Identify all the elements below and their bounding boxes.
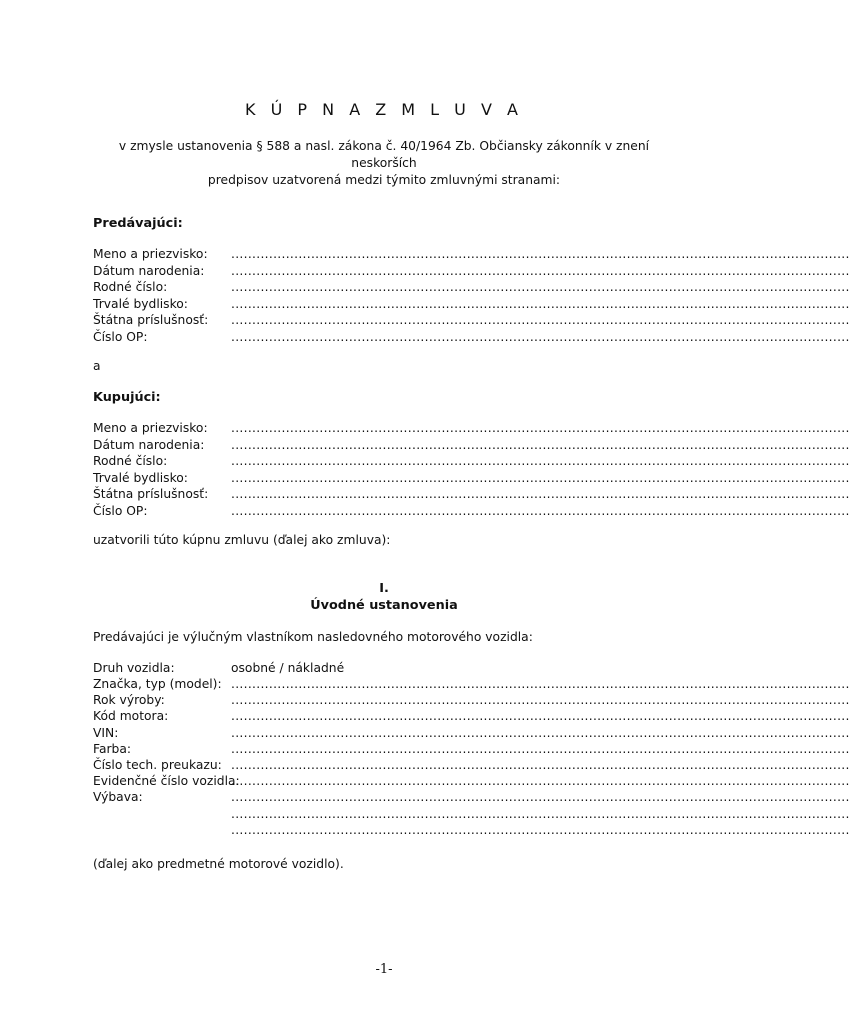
vehicle-field-fill-line[interactable]: ................................................................................................................................................... [231,822,850,837]
seller-field-fill-line[interactable]: ................................................................................................................................................... [231,296,850,311]
vehicle-type-label: Druh vozidla: [93,661,175,675]
concluded-text: uzatvorili túto kúpnu zmluvu (ďalej ako zmluva): [93,533,391,547]
buyer-field-fill-line[interactable]: ................................................................................................................................................... [231,421,850,435]
seller-field-fill-line[interactable]: ................................................................................................................................................... [231,247,850,261]
subtitle-line-1: v zmysle ustanovenia § 588 a nasl. zákona č. 40/1964 Zb. Občiansky zákonník v znení neskorších [118,139,650,170]
buyer-field-row [93,503,850,521]
vehicle-field-row [93,725,850,743]
seller-field-row [93,313,850,330]
vehicle-field-label: Kód motora: [93,709,169,724]
vehicle-field-fill-line[interactable]: ................................................................................................................................................... [231,741,850,756]
seller-field-row [93,329,850,347]
vehicle-field-label: Číslo tech. preukazu: [93,758,222,772]
section-intro: Predávajúci je výlučným vlastníkom nasledovného motorového vozidla: [93,630,533,644]
buyer-field-label: Meno a priezvisko: [93,421,208,435]
buyer-field-row [93,437,850,455]
seller-field-row [93,280,850,297]
seller-field-label: Rodné číslo: [93,280,168,294]
vehicle-field-row [93,806,850,824]
seller-heading: Predávajúci: [93,216,183,231]
buyer-field-row [93,470,850,488]
vehicle-field-label: Výbava: [93,790,143,805]
vehicle-field-label: Rok výroby: [93,693,165,708]
vehicle-field-row [93,790,850,807]
vehicle-type-row [93,661,673,678]
vehicle-field-label: Farba: [93,741,132,756]
seller-field-fill-line[interactable]: ................................................................................................................................................... [231,263,850,278]
vehicle-type-value: osobné / nákladné [231,661,345,675]
vehicle-field-fill-line[interactable]: ................................................................................................................................................... [231,774,850,789]
buyer-field-fill-line[interactable]: ................................................................................................................................................... [231,487,850,501]
vehicle-note: (ďalej ako predmetné motorové vozidlo). [93,857,344,871]
seller-field-label: Dátum narodenia: [93,263,205,278]
vehicle-field-fill-line[interactable]: ................................................................................................................................................... [231,806,850,821]
seller-field-row [93,296,850,314]
buyer-field-fill-line[interactable]: ................................................................................................................................................... [231,454,850,468]
vehicle-field-fill-line[interactable]: ................................................................................................................................................... [231,693,850,708]
vehicle-field-row [93,677,850,694]
vehicle-field-row [93,741,850,759]
vehicle-field-row [93,693,850,710]
vehicle-field-row [93,822,850,840]
seller-field-label: Trvalé bydlisko: [93,296,188,311]
document-subtitle [95,138,673,189]
seller-field-row [93,263,850,281]
buyer-field-label: Číslo OP: [93,503,148,518]
vehicle-field-label: VIN: [93,725,119,740]
seller-field-label: Meno a priezvisko: [93,247,208,261]
section-title: Úvodné ustanovenia [310,598,458,613]
buyer-field-fill-line[interactable]: ................................................................................................................................................... [231,470,850,485]
subtitle-line-2: predpisov uzatvorená medzi týmito zmluvnými stranami: [207,173,561,187]
vehicle-field-fill-line[interactable]: ................................................................................................................................................... [231,725,850,740]
buyer-field-label: Dátum narodenia: [93,437,205,452]
buyer-field-row [93,454,850,471]
vehicle-field-fill-line[interactable]: ................................................................................................................................................... [231,677,850,691]
vehicle-field-label: Evidenčné číslo vozidla: [93,774,240,789]
buyer-field-label: Trvalé bydlisko: [93,470,188,485]
vehicle-field-row [93,709,850,726]
section-number: I. [379,581,389,596]
vehicle-field-label: Značka, typ (model): [93,677,222,691]
document-title: K Ú P N A Z M L U V A [245,100,523,119]
vehicle-field-row [93,774,850,791]
buyer-field-row [93,421,850,438]
page-number: -1- [375,962,393,977]
seller-field-row [93,247,850,264]
seller-field-label: Štátna príslušnosť: [93,313,209,327]
conjunction-text: a [93,359,101,373]
seller-field-label: Číslo OP: [93,329,148,344]
buyer-field-row [93,487,850,504]
vehicle-field-row [93,758,850,775]
buyer-field-fill-line[interactable]: ................................................................................................................................................... [231,503,850,518]
seller-field-fill-line[interactable]: ................................................................................................................................................... [231,313,850,327]
vehicle-field-fill-line[interactable]: ................................................................................................................................................... [231,709,850,724]
buyer-heading: Kupujúci: [93,390,161,405]
seller-field-fill-line[interactable]: ................................................................................................................................................... [231,280,850,294]
buyer-field-label: Rodné číslo: [93,454,168,468]
vehicle-field-fill-line[interactable]: ................................................................................................................................................... [231,790,850,805]
seller-field-fill-line[interactable]: ................................................................................................................................................... [231,329,850,344]
buyer-field-fill-line[interactable]: ................................................................................................................................................... [231,437,850,452]
buyer-field-label: Štátna príslušnosť: [93,487,209,501]
vehicle-field-fill-line[interactable]: ................................................................................................................................................... [231,758,850,772]
